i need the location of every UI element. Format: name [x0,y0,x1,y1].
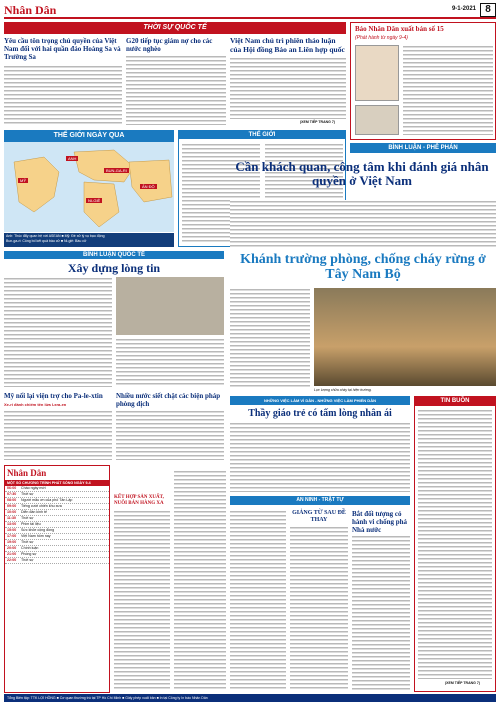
tv-program: Chào ngày mới [21,486,46,490]
map-caption-3: Bun-ga-ri: Công bố kết quả bầu cử [6,238,60,243]
tv-time: 17:00 [7,534,17,538]
criticism-headline: Cần khách quan, công tâm khi đánh giá nhân quyền ở Việt Nam [235,159,489,188]
headline-g20: G20 tiếp tục giám nợ cho các nước nghèo [126,37,213,53]
tv-time: 21:00 [7,552,17,556]
tv-program: Thời sự [21,492,34,496]
continent-europe [74,150,134,182]
vaccine-headline: Nhiều nước siết chặt các biện pháp phòng dịch [116,392,221,408]
continent-americas [14,157,59,212]
tv-time: 09:00 [7,504,17,508]
map-label-bulgaria: BUN-GA-RI [106,168,127,173]
obituary-title: TIN BUỒN [415,397,495,406]
obituary-body [418,409,492,679]
tv-time: 06:00 [7,486,17,490]
tv-program: Sức khỏe cộng đồng [21,528,55,532]
lead-headline: Khánh trường phòng, chống cháy rừng ở Tây Nam Bộ [240,252,486,282]
page-number: 8 [480,3,496,17]
tv-program: Người mẫu ơn của phố Tân Lập [21,498,73,502]
world-map [4,142,174,232]
map-caption-2: Mỹ: Đề xử lý vụ bạo động [64,234,105,238]
cave-body [290,526,348,690]
construction-section: BÌNH LUẬN QUỐC TẾ [4,251,224,259]
page-header [4,3,496,19]
palestine-subhead: Xe-ri đánh chiếm tên lửa I-xra-en [4,402,67,407]
tv-program: Chính luận [21,546,39,550]
story-body [114,510,170,690]
ad-title: Báo Nhân Dân xuất bản số 15 [355,25,444,33]
security-body [352,535,410,690]
tv-time: 10:00 [7,510,17,514]
story-body-2 [174,470,226,690]
tv-program: Thời sự [21,540,34,544]
criticism-section: BÌNH LUẬN - PHÊ PHÁN [350,143,496,153]
article-sovereignty [4,65,122,125]
construction-headline: Xây dựng lòng tin [67,261,161,275]
security-headline: Bắt đối tượng có hành vi chống phá Nhà nước [352,510,408,534]
tv-logo: Nhân Dân [7,468,47,478]
article-vietnam-un [230,57,346,119]
construction-photo [116,277,224,335]
tv-time: 07:30 [7,492,17,496]
tv-program: Phim tài liệu [21,522,41,526]
ad-image-2 [355,105,399,135]
map-label-india: ẤN ĐỘ [142,184,155,189]
tv-time: 08:00 [7,498,17,502]
map-captions: Anh: Thúc đẩy quan hệ với ASEAN ■ Mỹ: Đề xử lý vụ bạo động Bun-ga-ri: Công bố kết quả bầu cử ■ Ni-giê: Bầu cử [4,233,174,247]
security-col1 [230,510,286,690]
tv-time: 22:00 [7,558,17,562]
tv-program: Diễn đàn kinh tế [21,510,47,514]
palestine-body [4,410,112,460]
people-headline: Thầy giáo trẻ có tấm lòng nhân ái [248,408,392,419]
tv-time: 15:00 [7,528,17,532]
tv-program: Tiếng cười chiến khu xưa [21,504,62,508]
tv-schedule [4,465,110,693]
map-label-anh: ANH [68,156,77,161]
story-headline: KẾT HỢP SẢN XUẤT, NUÔI BÁN HÀNG XA [114,495,164,506]
continent-africa [84,182,119,227]
world-section-banner [4,22,346,34]
tv-time: 20:00 [7,546,17,550]
headline-vietnam-un: Việt Nam chủ trì phiên thảo luận của Hội đồng Bảo an Liên hợp quốc [230,36,345,54]
obituary-sidebar [414,396,496,692]
cave-headline: GIẢNG TỪ SAU ĐỀ THAY [292,510,346,523]
map-label-niger: NI-GIÊ [88,198,101,203]
map-caption-4: Ni-giê: Bầu cử [63,238,87,243]
newspaper-logo: Nhân Dân [4,3,57,17]
page-footer: Tổng Biên tập: TTK LỢI HỒNG ■ Cơ quan thường trú tại TP Hồ Chí Minh ■ Giấy phép xuất bản ■ In tại Công ty In báo Nhân Dân [4,694,496,702]
people-section: NHỮNG VIỆC LÀM VÌ DÂN - NHỮNG VIỆC LÀM PHIẾN DÂN [230,396,410,405]
construction-col2 [116,338,224,387]
map-caption-1: Anh: Thúc đẩy quan hệ với ASEAN [6,234,61,238]
the-gioi-title: THẾ GIỚI [179,131,345,139]
tv-program: Thời sự [21,558,34,562]
lead-photo [314,288,496,386]
tv-list [5,486,109,564]
article-g20 [126,55,226,125]
tv-time: 19:00 [7,540,17,544]
tv-row [5,558,109,564]
ad-box [350,22,496,140]
people-body [230,422,410,492]
lead-body-col [230,288,310,388]
ad-subtitle: (Phát hành từ ngày 9-4) [355,35,408,41]
criticism-body [230,200,496,248]
construction-col1 [4,277,112,387]
map-section-title: THẾ GIỚI NGÀY QUA [53,132,125,139]
tv-program: Thời sự [21,516,34,520]
world-section-title: THỜI SỰ QUỐC TẾ [143,24,207,31]
tv-program: Việt Nam hôm nay [21,534,51,538]
continent-asia [129,160,172,202]
tv-time: 13:00 [7,522,17,526]
issue-date: 9-1-2021 [451,6,476,12]
map-section-banner [4,130,174,142]
ad-cover-image [355,45,399,101]
headline-sovereignty: Yêu cầu tôn trọng chủ quyền của Việt Nam đối với hai quần đảo Hoàng Sa và Trường Sa [4,37,121,61]
tv-program: Phóng sự [21,552,37,556]
tv-time: 11:30 [7,516,16,520]
obituary-more: (XEM TIẾP TRANG 7) [445,681,480,685]
ad-text [403,45,493,135]
palestine-headline: Mỹ nối lại viện trợ cho Pa-le-xtin [4,392,103,400]
tv-title: MỘT SỐ CHƯƠNG TRÌNH PHÁT SÓNG NGÀY 9-4 [5,480,109,486]
map-label-us: MỸ [20,178,26,183]
security-section: AN NINH - TRẬT TỰ [230,496,410,505]
lead-caption: Lực lượng chữa cháy tại hiện trường. [314,388,372,392]
more-vietnam-un: (XEM TIẾP TRANG 7) [300,120,335,124]
vaccine-body [116,410,224,460]
